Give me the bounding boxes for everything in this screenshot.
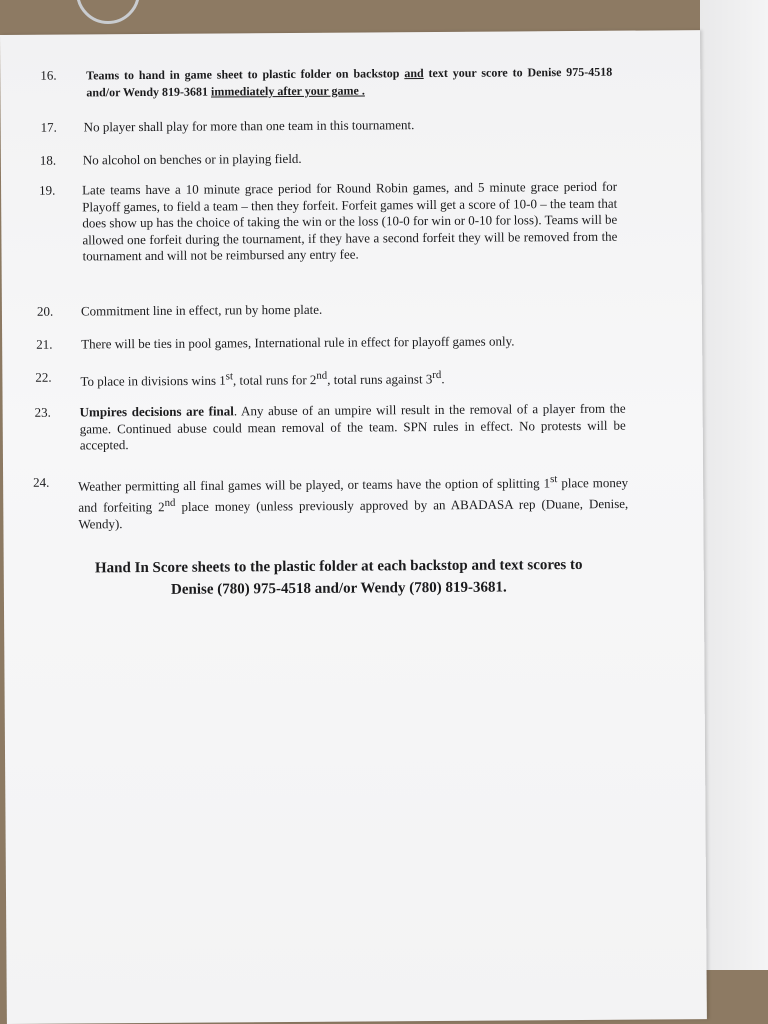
- adjacent-paper-sheet: [700, 0, 768, 970]
- rule-text: Weather permitting all final games will be played, or teams have the option of splitting 1st place money and forfeiting 2nd place money (unless previously approved by an ABADASA rep (Duane, Denise, Wendy).: [78, 473, 629, 532]
- closing-instruction: [34, 554, 644, 602]
- rule-number: 24.: [33, 474, 50, 490]
- binder-ring: [76, 0, 140, 24]
- rule-text: Commitment line in effect, run by home plate.: [80, 301, 323, 319]
- rule-text: Late teams have a 10 minute grace period for Round Robin games, and 5 minute grace period for Playoff games, to field a team – then they forfeit. Forfeit games will get a score of 10-0 – the team that does show up has the choice of taking the win or the loss (10-0 for win or 0-10 for loss). Teams will be allowed one forfeit during the tournament, if they have a second forfeit they will be removed from the tournament and will not be reimbursed any entry fee.: [82, 178, 618, 264]
- rule-text: To place in divisions wins 1st, total runs for 2nd, total runs against 3rd.: [80, 368, 445, 389]
- rule-16: [0, 63, 700, 99]
- rule-text: Teams to hand in game sheet to plastic folder on backstop and text your score to Denise 975-4518 and/or Wendy 819-3681 immediately after your game .: [86, 64, 613, 99]
- rule-number: 19.: [39, 182, 56, 198]
- rule-number: 16.: [40, 67, 57, 83]
- rule-23: [3, 400, 703, 453]
- rule-number: 20.: [36, 303, 54, 319]
- rule-18: [1, 148, 701, 168]
- rules-page: [0, 30, 707, 1024]
- rule-number: 21.: [36, 336, 53, 352]
- rule-text: No alcohol on benches or in playing field.: [82, 150, 302, 168]
- rule-21: [2, 332, 702, 352]
- rule-17: [1, 115, 701, 135]
- rule-number: 17.: [40, 119, 57, 135]
- rule-number: 18.: [39, 152, 57, 168]
- rule-number: 22.: [35, 369, 52, 385]
- rule-24: [3, 470, 703, 532]
- rule-text: No player shall play for more than one team in this tournament.: [83, 117, 415, 135]
- closing-line-2: Denise (780) 975-4518 and/or Wendy (780) 819-3681.: [170, 579, 507, 598]
- rule-text: Umpires decisions are final. Any abuse of an umpire will result in the removal of a player from the game. Continued abuse could mean removal of the team. SPN rules in effect. No protests will be accepted.: [79, 400, 626, 453]
- rule-20: [2, 299, 702, 319]
- rule-19: [1, 178, 701, 264]
- rule-number: 23.: [34, 404, 51, 420]
- closing-line-1: Hand In Score sheets to the plastic folder at each backstop and text scores to: [94, 556, 583, 577]
- rule-text: There will be ties in pool games, International rule in effect for playoff games only.: [81, 333, 515, 352]
- rule-22: [2, 365, 702, 389]
